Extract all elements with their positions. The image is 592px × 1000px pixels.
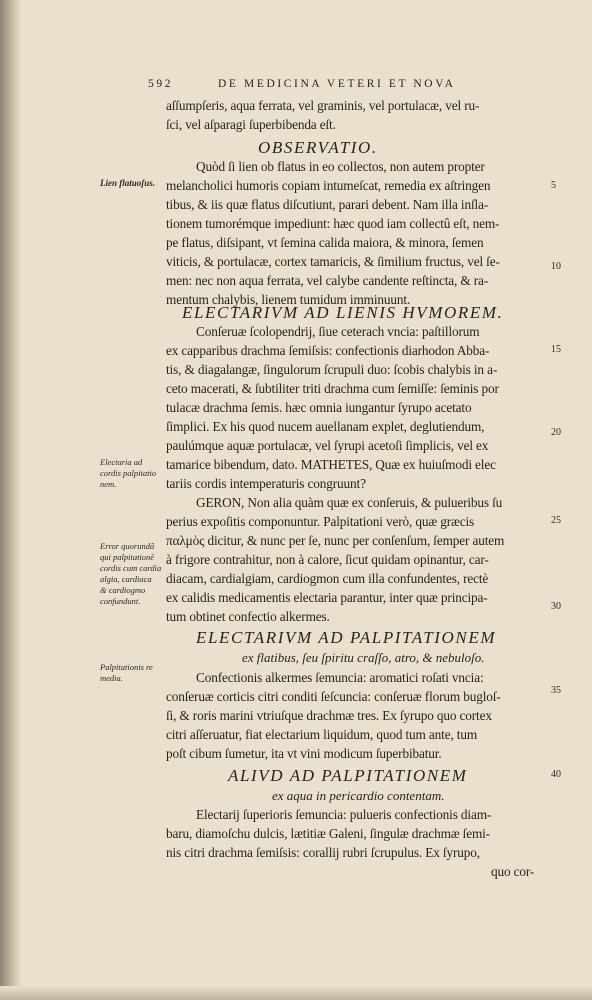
text-line: conſeruæ corticis citri conditi ſeſcuncia: conſeruæ florum bugloſ- (166, 689, 501, 704)
section-subheading: ex aqua in pericardio contentam. (272, 788, 445, 803)
section-heading: ELECTARIVM AD PALPITATIONEM (196, 628, 497, 647)
line-number: 25 (551, 515, 561, 526)
text-line: tis, & diagalangæ, ſingulorum ſcrupuli duo: ſcobis chalybis in a- (166, 362, 498, 377)
margin-note: nem. (100, 479, 117, 489)
text-line: ex calidis medicamentis electaria parantur, inter quæ principa- (166, 590, 488, 605)
margin-note: Lien flatuoſus. (100, 178, 156, 188)
running-title: DE MEDICINA VETERI ET NOVA (218, 78, 456, 90)
margin-note: Palpitationis re (100, 662, 153, 672)
text-line: GERON, Non alia quàm quæ ex conſeruis, & pulueribus ſu (196, 495, 503, 510)
text-line: paulúmque aquæ portulacæ, vel ſyrupi acetoſi ſimplicis, vel ex (166, 438, 489, 453)
text-line: tibus, & iis quæ flatus diſcutiunt, parari debent. Nam illa inſla- (166, 197, 489, 212)
text-line: tum obtinet confectio alkermes. (166, 609, 330, 624)
text-line: Conſeruæ ſcolopendrij, ſiue ceterach vncia: paſtillorum (196, 324, 480, 339)
line-number: 30 (551, 601, 561, 612)
text-line: tulacæ drachma ſemis. hæc omnia iungantur ſyrupo acetato (166, 400, 472, 415)
line-number: 15 (551, 344, 561, 355)
text-line: ſi, & roris marini vtriuſque drachmæ tres. Ex ſyrupo quo cortex (166, 708, 492, 723)
line-number: 5 (551, 180, 556, 191)
margin-note: qui palpitationẽ (100, 552, 155, 562)
text-line: ex capparibus drachma ſemiſsis: confectionis diarhodon Abba- (166, 343, 490, 358)
section-heading: ELECTARIVM AD LIENIS HVMOREM. (182, 303, 504, 322)
margin-note: media. (100, 673, 123, 683)
margin-note: confundunt. (100, 596, 141, 606)
text-line: ſci, vel aſparagi ſuperbibenda eſt. (166, 117, 336, 132)
text-line: diacam, cardialgiam, cardiogmon cum illa confundentes, rectè (166, 571, 489, 586)
text-line: ceto macerati, & ſubtiliter triti drachma cum ſemiſſe: ſeminis por (166, 381, 499, 396)
margin-note: cordis palpitatio (100, 468, 157, 478)
line-number: 10 (551, 261, 561, 272)
text-line: nis citri drachma ſemiſsis: corallij rubri ſcrupulus. Ex ſyrupo, (166, 845, 480, 860)
margin-note: Error quorundã (100, 541, 155, 551)
page-number: 592 (148, 78, 174, 90)
margin-note: & cardiogmo (100, 585, 146, 595)
text-line: viticis, & portulacæ, cortex tamaricis, & ſimilium fructus, vel ſe- (166, 254, 500, 269)
text-line: tamarice bibendum, dato. MATHETES, Quæ ex huiuſmodi elec (166, 457, 496, 472)
text-line: à frigore contrahitur, non à calore, ſicut quidam opinantur, car- (166, 552, 489, 567)
text-line: mentum chalybis, lienem tumidum imminuunt. (166, 292, 411, 307)
text-line: tariis cordis intemperaturis congruunt? (166, 476, 366, 491)
catchword: quo cor- (491, 864, 535, 879)
text-line: tionem tumorémque impediunt: hæc quod iam collectû eſt, nem- (166, 216, 500, 231)
text-line: men: nec non aqua ferrata, vel calybe candente reſtincta, & ra- (166, 273, 489, 288)
margin-note: Electaria ad (100, 457, 143, 467)
text-line: pe flatus, diſsipant, vt ſemina calida maiora, & minora, ſemen (166, 235, 484, 250)
text-line: παλμὸς dicitur, & nunc per ſe, nunc per conſenſum, ſemper autem (166, 533, 505, 548)
text-line: ſimplici. Ex his quod nucem auellanam explet, deglutiendum, (166, 419, 485, 434)
line-number: 20 (551, 427, 561, 438)
text-line: aſſumpſeris, aqua ferrata, vel graminis, vel portulacæ, vel ru- (166, 98, 480, 113)
section-heading: OBSERVATIO. (258, 138, 378, 157)
text-line: citri aſſeruatur, fiat electarium liquidum, quod tum ante, tum (166, 727, 478, 742)
margin-note: algia, cardiaca (100, 574, 152, 584)
text-line: Quòd ſi lien ob flatus in eo collectos, non autem propter (196, 159, 485, 174)
line-number: 35 (551, 685, 561, 696)
text-line: poſt cibum ſumetur, ita vt vini modicum ſuperbibatur. (166, 746, 442, 761)
margin-note: cordis cum cardia (100, 563, 162, 573)
section-subheading: ex flatibus, ſeu ſpiritu craſſo, atro, & nebuloſo. (242, 650, 485, 665)
section-heading: ALIVD AD PALPITATIONEM (228, 766, 468, 785)
text-line: Confectionis alkermes ſemuncia: aromatici roſati vncia: (196, 670, 484, 685)
text-line: perius expoſitis componuntur. Palpitationi verò, quæ græcis (166, 514, 475, 529)
text-line: melancholici humoris copiam intumeſcat, remedia ex aſtringen (166, 178, 491, 193)
text-line: Electarij ſuperioris ſemuncia: pulueris confectionis diam- (196, 807, 492, 822)
text-line: baru, diamoſchu dulcis, lætitiæ Galeni, ſingulæ drachmæ ſemi- (166, 826, 490, 841)
line-number: 40 (551, 769, 561, 780)
